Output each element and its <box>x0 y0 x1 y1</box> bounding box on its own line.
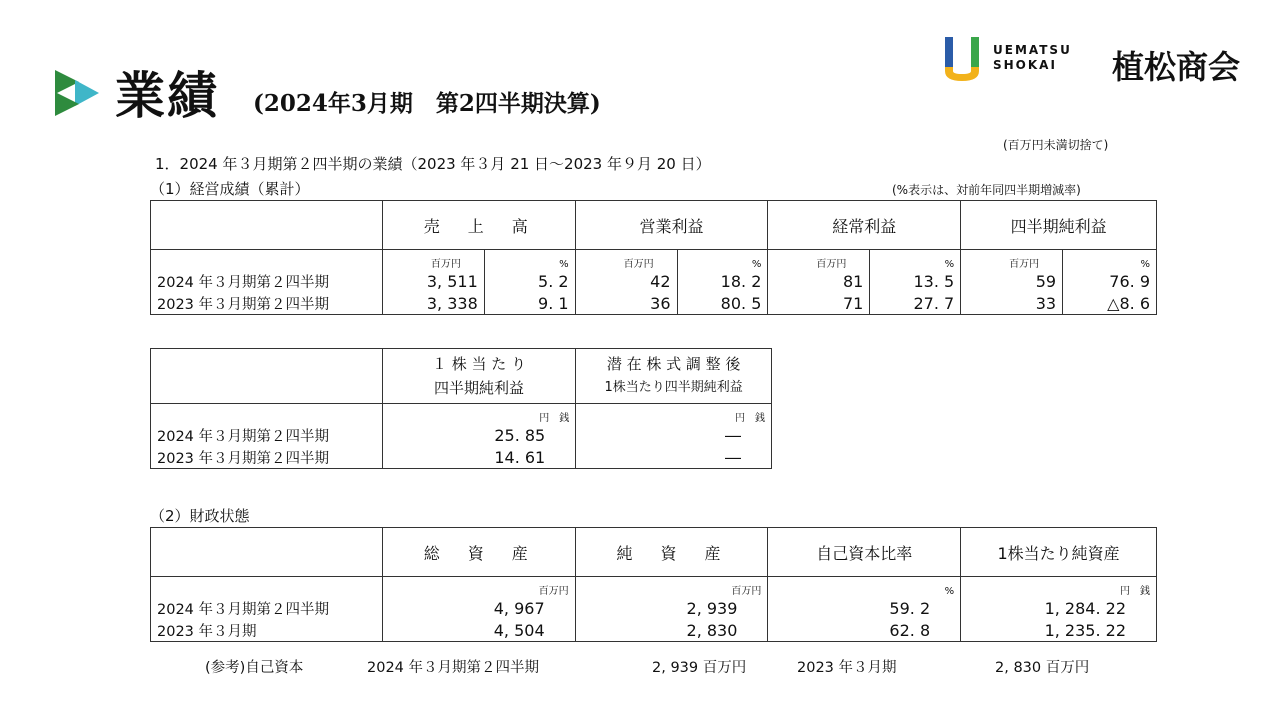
cell: 25. 85 <box>382 424 576 446</box>
unit: % <box>677 250 768 271</box>
unit: 百万円 <box>382 577 575 598</box>
cell: 14. 61 <box>382 446 576 469</box>
unit: % <box>484 250 575 271</box>
reference-equity-label: (参考)自己資本 <box>205 660 304 676</box>
table-row <box>151 424 772 446</box>
cell: 3, 338 <box>382 292 484 315</box>
cell: △8. 6 <box>1063 292 1157 315</box>
cell: 42 <box>575 270 677 292</box>
cell: 80. 5 <box>677 292 768 315</box>
cell: ― <box>576 446 772 469</box>
cell: 36 <box>575 292 677 315</box>
header-eps-line1: １ 株 当 た り <box>431 355 527 373</box>
header-bps: 1株当たり純資産 <box>961 528 1157 577</box>
cell: 71 <box>768 292 870 315</box>
table-row <box>151 270 1157 292</box>
header-net-assets: 純 資 産 <box>575 528 768 577</box>
unit: 百万円 <box>768 250 870 271</box>
cell: 18. 2 <box>677 270 768 292</box>
subsection-financial-position: （2）財政状態 <box>150 507 250 525</box>
row-label: 2023 年３月期第２四半期 <box>151 292 383 315</box>
cell: 1, 284. 22 <box>961 597 1157 619</box>
reference-period-2: 2023 年３月期 <box>797 660 897 676</box>
reference-value-1: 2, 939 百万円 <box>652 660 747 676</box>
unit: % <box>1063 250 1157 271</box>
subsection-results: （1）経営成績（累計） <box>150 180 310 198</box>
financial-position-table <box>150 527 1157 642</box>
unit: 円 銭 <box>576 404 772 425</box>
unit: 百万円 <box>575 577 768 598</box>
table-row <box>151 619 1157 642</box>
table-row <box>151 597 1157 619</box>
cell: 62. 8 <box>768 619 961 642</box>
rounding-note: (百万円未満切捨て) <box>1003 138 1109 152</box>
table-row <box>151 292 1157 315</box>
cell: 59. 2 <box>768 597 961 619</box>
cell: 9. 1 <box>484 292 575 315</box>
unit: 百万円 <box>575 250 677 271</box>
header-eps-line2: 四半期純利益 <box>433 379 524 397</box>
cell: 2, 939 <box>575 597 768 619</box>
cell: 33 <box>961 292 1063 315</box>
page-title: 業績 <box>115 66 219 125</box>
header-net-profit: 四半期純利益 <box>961 201 1157 250</box>
row-label: 2024 年３月期第２四半期 <box>151 424 383 446</box>
reference-value-2: 2, 830 百万円 <box>995 660 1090 676</box>
header-equity-ratio: 自己資本比率 <box>768 528 961 577</box>
cell: 3, 511 <box>382 270 484 292</box>
brand-en-line1: UEMATSU <box>993 43 1072 57</box>
header-diluted-eps-line2: 1株当たり四半期純利益 <box>604 380 743 395</box>
eps-table <box>150 348 772 469</box>
unit: % <box>768 577 961 598</box>
brand-english <box>993 43 1072 73</box>
unit: 円 銭 <box>961 577 1157 598</box>
percent-note: (%表示は、対前年同四半期増減率) <box>892 183 1081 197</box>
reference-period-1: 2024 年３月期第２四半期 <box>367 660 540 676</box>
cell: 4, 504 <box>382 619 575 642</box>
company-logo-icon <box>945 37 979 81</box>
header-diluted-eps-line1: 潜 在 株 式 調 整 後 <box>606 355 741 373</box>
cell: 81 <box>768 270 870 292</box>
unit: 百万円 <box>382 250 484 271</box>
header-sales: 売 上 高 <box>382 201 575 250</box>
brand-en-line2: SHOKAI <box>993 58 1057 72</box>
cell: 4, 967 <box>382 597 575 619</box>
table-row <box>151 446 772 469</box>
unit: 百万円 <box>961 250 1063 271</box>
cell: 13. 5 <box>870 270 961 292</box>
page-subtitle: (2024年3月期 第2四半期決算) <box>253 90 601 117</box>
results-table <box>150 200 1157 315</box>
cell: 27. 7 <box>870 292 961 315</box>
header-total-assets: 総 資 産 <box>382 528 575 577</box>
cell: ― <box>576 424 772 446</box>
unit: % <box>870 250 961 271</box>
row-label: 2023 年３月期 <box>151 619 383 642</box>
header-operating-profit: 営業利益 <box>575 201 768 250</box>
title-arrow-icon <box>55 70 103 116</box>
cell: 2, 830 <box>575 619 768 642</box>
row-label: 2024 年３月期第２四半期 <box>151 597 383 619</box>
row-label: 2024 年３月期第２四半期 <box>151 270 383 292</box>
header-ordinary-profit: 経常利益 <box>768 201 961 250</box>
cell: 76. 9 <box>1063 270 1157 292</box>
cell: 5. 2 <box>484 270 575 292</box>
unit: 円 銭 <box>382 404 576 425</box>
row-label: 2023 年３月期第２四半期 <box>151 446 383 469</box>
section-heading: 1．2024 年３月期第２四半期の業績（2023 年３月 21 日～2023 年９月 20 日） <box>155 155 711 173</box>
brand-japanese: 植松商会 <box>1112 48 1241 86</box>
cell: 1, 235. 22 <box>961 619 1157 642</box>
cell: 59 <box>961 270 1063 292</box>
